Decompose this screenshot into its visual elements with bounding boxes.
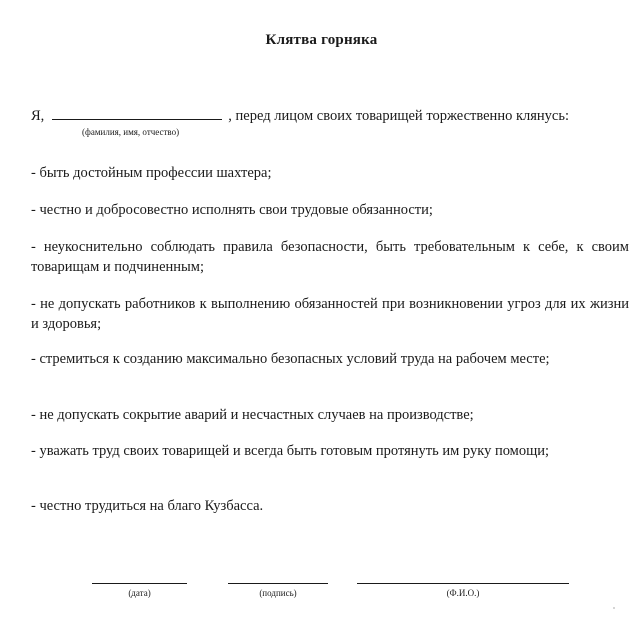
clause-item: - не допускать работников к выполнению обязанностей при возникновении угроз для их жизни и здоровья;: [31, 296, 629, 332]
date-signature-line: [92, 583, 187, 584]
clause-item: - честно трудиться на благо Кузбасса.: [31, 498, 264, 514]
fio-signature-line: [357, 583, 569, 584]
oath-prefix: Я,: [31, 108, 45, 124]
clause-item: - стремиться к созданию максимально безопасных условий труда на рабочем месте;: [31, 351, 550, 367]
document-title: Клятва горняка: [265, 32, 378, 48]
scan-speck: [613, 607, 615, 609]
date-caption: (дата): [128, 588, 151, 598]
clause-item: - неукоснительно соблюдать правила безопасности, быть требовательным к себе, к своим товарищам и подчиненным;: [31, 239, 629, 275]
name-blank-line: [52, 106, 222, 120]
signature-caption: (подпись): [259, 588, 297, 598]
clause-item: - не допускать сокрытие аварий и несчастных случаев на производстве;: [31, 407, 474, 423]
oath-opening-line: [31, 106, 631, 125]
clause-item: - честно и добросовестно исполнять свои трудовые обязанности;: [31, 202, 433, 218]
clause-item: - уважать труд своих товарищей и всегда быть готовым протянуть им руку помощи;: [31, 443, 550, 459]
name-caption: (фамилия, имя, отчество): [82, 127, 180, 137]
fio-caption: (Ф.И.О.): [446, 588, 480, 598]
signature-line: [228, 583, 328, 584]
oath-suffix: , перед лицом своих товарищей торжественно клянусь:: [228, 108, 569, 124]
clause-item: - быть достойным профессии шахтера;: [31, 165, 272, 181]
